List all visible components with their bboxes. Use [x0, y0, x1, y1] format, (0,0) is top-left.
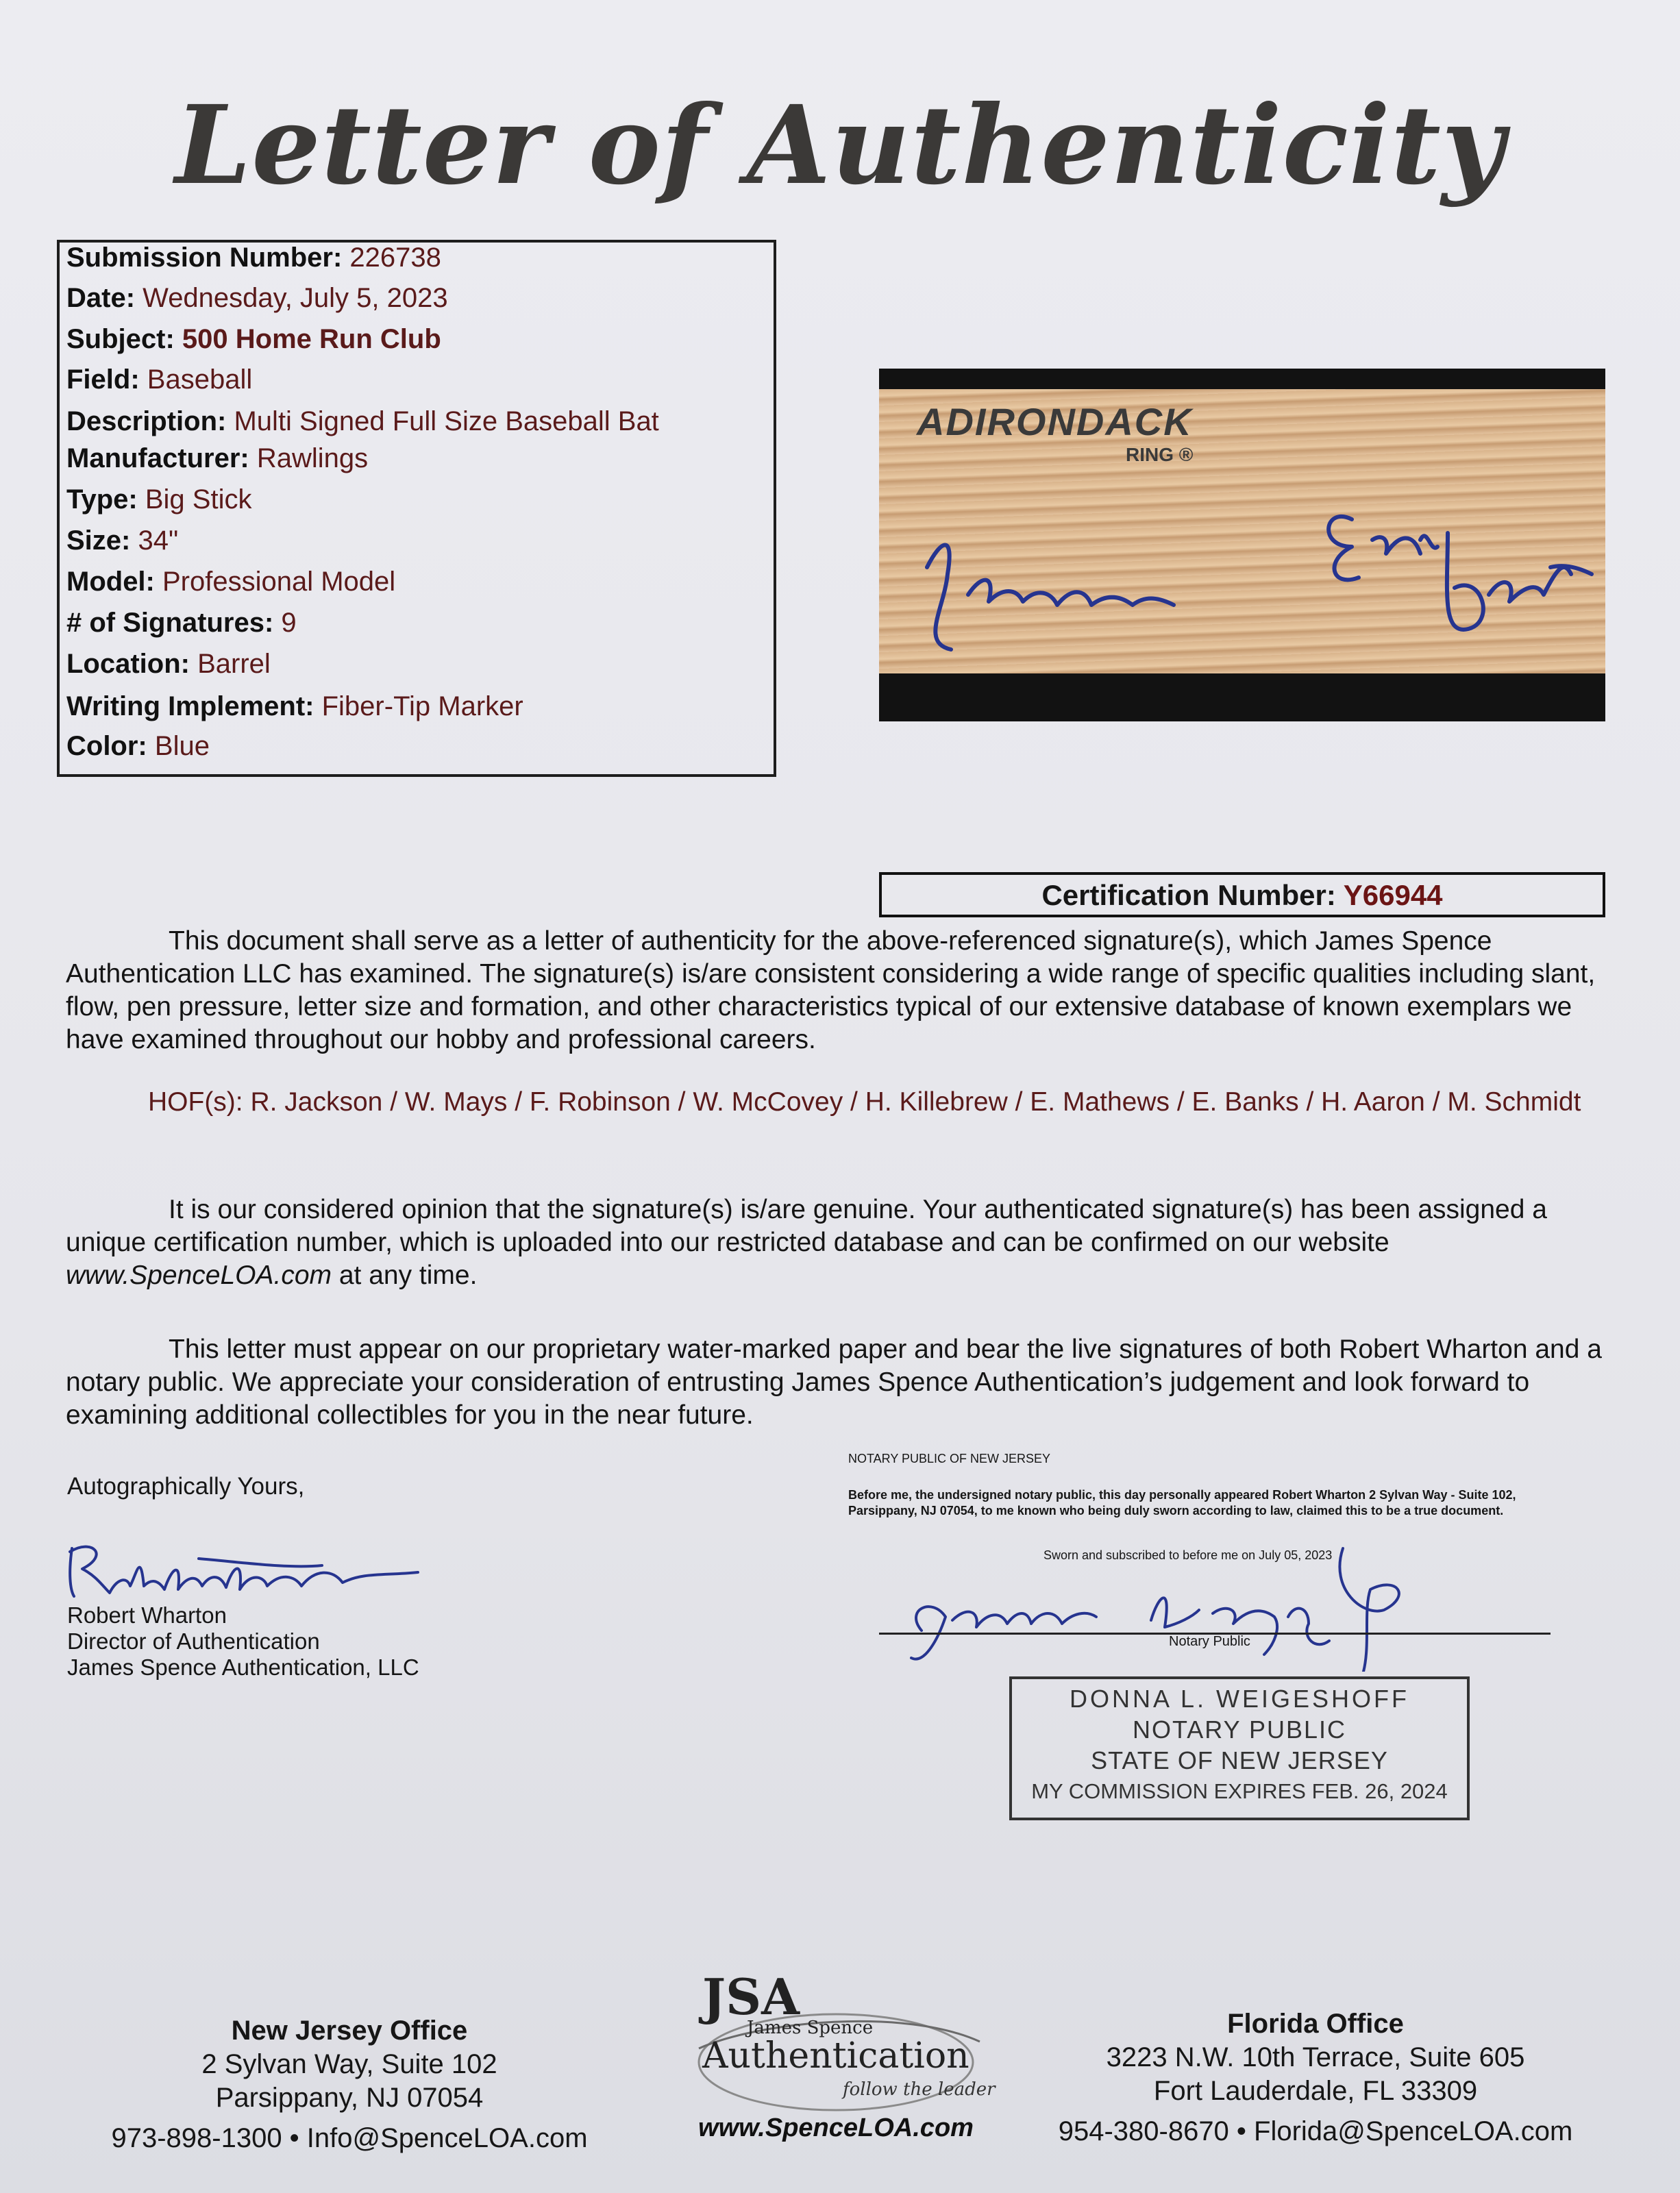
paragraph-watermark: This letter must appear on our proprietary water-marked paper and bear the live signatures of both Robert Wharton and a notary public. We appreciate your consideration of entrusting James Spence Authentication’s judgement and look forward to examining additional collectibles for you in the near future.	[66, 1335, 1602, 1430]
detail-color: Color: Blue	[66, 731, 210, 761]
detail-manufacturer: Manufacturer: Rawlings	[66, 443, 369, 473]
detail-size: Size: 34"	[66, 525, 179, 556]
new-jersey-office: New Jersey Office 2 Sylvan Way, Suite 102 Parsippany, NJ 07054 973-898-1300 • Info@SpenceLOA.com	[75, 2014, 623, 2155]
website-link[interactable]: www.SpenceLOA.com	[66, 1261, 332, 1290]
detail-location: Location: Barrel	[66, 649, 271, 679]
bat-brand-logo: ADIRONDACK	[917, 400, 1193, 443]
detail-model: Model: Professional Model	[66, 567, 396, 597]
logo-tagline: follow the leader	[843, 2079, 996, 2100]
detail-submission: Submission Number: 226738	[66, 243, 441, 273]
signer-name: Robert Wharton	[67, 1602, 227, 1628]
stamp-name: DONNA L. WEIGESHOFF	[1069, 1685, 1410, 1713]
logo-james-spence: James Spence	[747, 2018, 874, 2038]
robert-wharton-signature	[62, 1531, 445, 1613]
item-details-box	[57, 240, 776, 777]
stamp-title: NOTARY PUBLIC	[1132, 1715, 1347, 1744]
detail-subject: Subject: 500 Home Run Club	[66, 324, 441, 354]
stamp-state: STATE OF NEW JERSEY	[1091, 1746, 1388, 1774]
letter-title: Letter of Authenticity	[175, 82, 1505, 209]
signer-company: James Spence Authentication, LLC	[67, 1655, 419, 1680]
bat-ring-logo: RING ®	[1126, 444, 1194, 465]
signer-title: Director of Authentication	[67, 1628, 320, 1654]
bat-signatures	[879, 369, 1605, 721]
hall-of-fame-list: HOF(s): R. Jackson / W. Mays / F. Robinson / W. McCovey / H. Killebrew / E. Mathews / E. Banks / H. Aaron / M. Schmidt	[148, 1087, 1581, 1117]
bat-photo	[879, 369, 1605, 721]
stamp-expiry: MY COMMISSION EXPIRES FEB. 26, 2024	[1031, 1779, 1448, 1803]
detail-type: Type: Big Stick	[66, 484, 252, 515]
detail-field: Field: Baseball	[66, 364, 253, 395]
notary-statement: Before me, the undersigned notary public, this day personally appeared Robert Wharton 2 Sylvan Way - Suite 102, Parsippany, NJ 07054, to me known who being duly sworn according to law, claimed this to be a true document.	[848, 1488, 1516, 1517]
notary-sworn-date: Sworn and subscribed to before me on July 05, 2023	[1043, 1548, 1333, 1562]
detail-description: Description: Multi Signed Full Size Baseball Bat	[66, 406, 659, 436]
closing-salutation: Autographically Yours,	[67, 1473, 305, 1500]
notary-public-label: Notary Public	[1169, 1634, 1250, 1649]
paragraph-opinion: It is our considered opinion that the signature(s) is/are genuine. Your authenticated signature(s) has been assigned a unique certification number, which is uploaded into our restricted database and can be confirmed on our website www.SpenceLOA.com at any time.	[66, 1195, 1547, 1290]
detail-date: Date: Wednesday, July 5, 2023	[66, 283, 448, 313]
nj-contact[interactable]: 973-898-1300 • Info@SpenceLOA.com	[111, 2123, 588, 2153]
certification-number: Y66944	[1343, 879, 1443, 911]
florida-office: Florida Office 3223 N.W. 10th Terrace, Suite 605 Fort Lauderdale, FL 33309 954-380-8670 • Florida@SpenceLOA.com	[1041, 2007, 1590, 2148]
footer-website[interactable]: www.SpenceLOA.com	[698, 2114, 974, 2142]
detail-signature-count: # of Signatures: 9	[66, 608, 297, 638]
logo-authentication: Authentication	[702, 2035, 969, 2077]
notary-stamp	[1009, 1676, 1470, 1820]
jsa-logo	[658, 1966, 1014, 2131]
paragraph-authenticity: This document shall serve as a letter of authenticity for the above-referenced signature(s), which James Spence Authentication LLC has examined. The signature(s) is/are consistent considering a wide range of specific qualities including slant, flow, pen pressure, letter size and formation, and other characteristics typical of our extensive database of known exemplars we have examined throughout our hobby and professional careers.	[66, 926, 1596, 1054]
certification-number-box: Certification Number: Y66944	[879, 872, 1605, 917]
fl-contact[interactable]: 954-380-8670 • Florida@SpenceLOA.com	[1058, 2116, 1573, 2146]
notary-heading: NOTARY PUBLIC OF NEW JERSEY	[848, 1452, 1051, 1465]
detail-writing-implement: Writing Implement: Fiber-Tip Marker	[66, 691, 523, 721]
logo-jsa: JSA	[702, 1968, 800, 2026]
